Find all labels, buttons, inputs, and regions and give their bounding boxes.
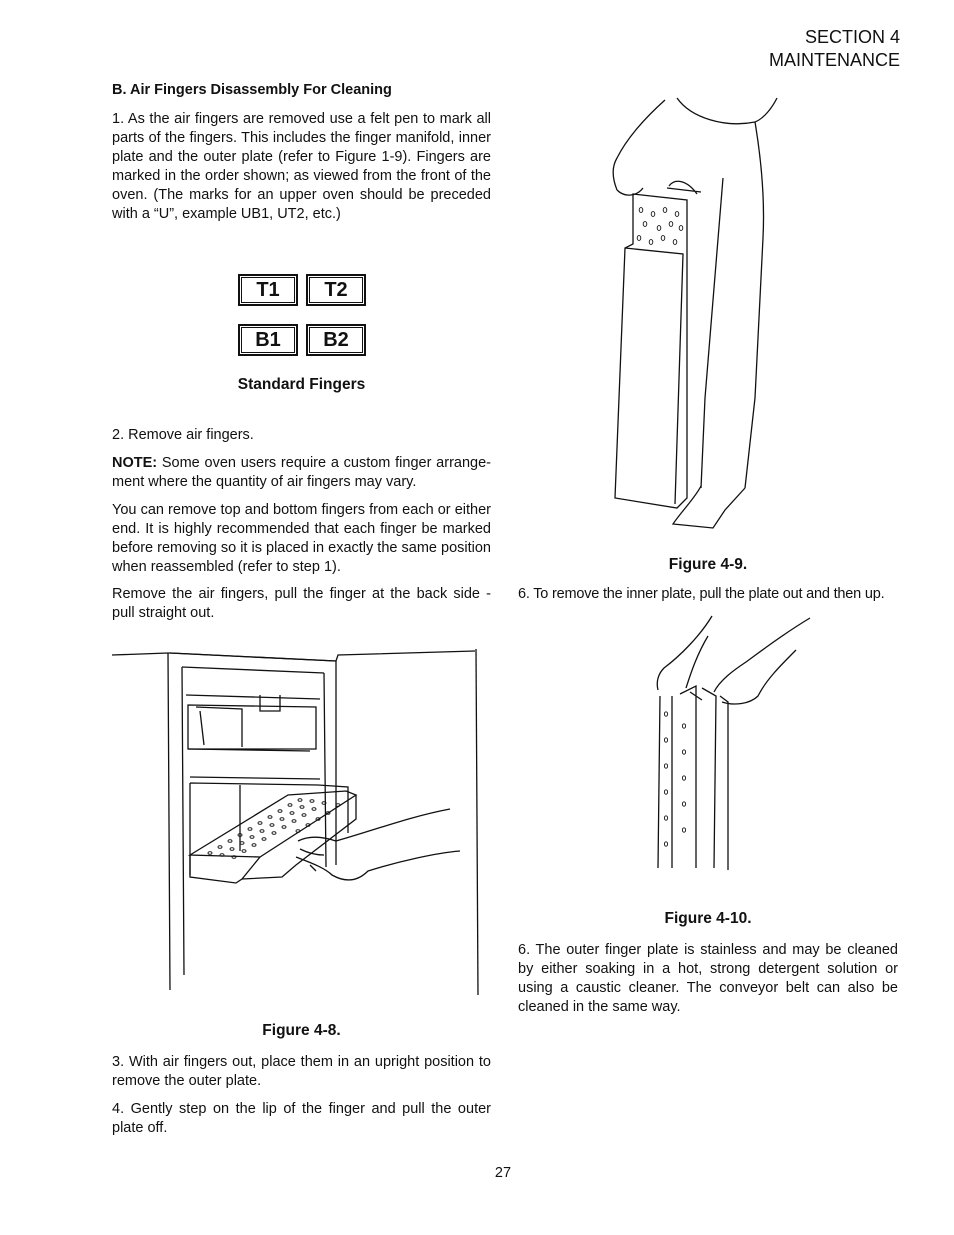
plate-holes: [664, 712, 685, 846]
figure-4-9-caption: Figure 4-9.: [668, 556, 748, 573]
oven-right-edge: [476, 649, 478, 995]
right-arm: [714, 618, 810, 704]
finger-label-t1: T1: [238, 274, 298, 306]
subsection-heading: B. Air Fingers Disassembly For Cleaning: [112, 82, 392, 98]
finger-label-b1: B1: [238, 324, 298, 356]
note-label: NOTE:: [112, 455, 158, 471]
note-paragraph: [112, 454, 491, 492]
figure-4-8-illustration: [110, 645, 482, 1000]
person-foot: [673, 486, 745, 528]
figure-4-8-caption: Figure 4-8.: [262, 1022, 341, 1039]
person-body: [701, 122, 764, 488]
finger-holes: [637, 208, 683, 245]
step-6b-text: 6. The outer finger plate is stainless and may be cleaned by either soaking in a hot, strong detergent solution or using a caustic cleaner. The conveyor belt can also be cleaned in the same way.: [518, 942, 898, 1015]
standard-fingers-caption: Standard Fingers: [237, 376, 366, 393]
oven-opening-right: [170, 653, 336, 867]
left-arm: [657, 616, 712, 690]
step-6a-text: 6. To remove the inner plate, pull the plate out and then up.: [518, 586, 885, 602]
hands-on-top: [617, 181, 701, 195]
step-2-text: 2. Remove air fingers.: [112, 427, 254, 443]
pull-finger-paragraph: Remove the air fingers, pull the finger at the back side - pull straight out.: [112, 586, 491, 621]
figure-4-10-caption: Figure 4-10.: [664, 910, 752, 927]
person-arms: [613, 98, 777, 190]
figure-4-9-illustration: [605, 98, 785, 530]
remove-fingers-paragraph: You can remove top and bottom fingers from each or either end. It is highly recommended that each finger be marked before removing so it is placed in exactly the same position when reassembled (refer to step 1).: [112, 502, 491, 575]
section-title: MAINTENANCE: [768, 50, 900, 70]
air-finger-holes: [208, 799, 340, 859]
page-number: 27: [494, 1165, 512, 1181]
step-4-text: 4. Gently step on the lip of the finger and pull the outer plate off.: [112, 1101, 491, 1136]
finger-label-b2: B2: [306, 324, 366, 356]
plates: [658, 686, 728, 870]
section-header: [769, 26, 900, 72]
figure-4-10-illustration: [650, 616, 810, 872]
note-text: Some oven users require a custom finger arrange-ment where the quantity of air fingers may vary.: [112, 455, 491, 490]
step-1-text: 1. As the air fingers are removed use a felt pen to mark all parts of the fingers. This includes the finger manifold, inner plate and the outer plate (refer to Figure 1-9). Fingers are marked in the order shown; as viewed from the front of the oven. (The marks for an upper oven should be preceded with a “U”, example UB1, UT2, etc.): [112, 111, 491, 222]
finger-label-t2: T2: [306, 274, 366, 306]
outer-plate: [625, 248, 683, 504]
section-number: SECTION 4: [804, 27, 900, 47]
upper-shelf: [182, 667, 324, 749]
oven-opening-left: [168, 653, 184, 990]
step-3-text: 3. With air fingers out, place them in an upright position to remove the outer plate.: [112, 1054, 491, 1089]
hand-arm: [296, 809, 460, 880]
air-finger-side: [242, 795, 356, 879]
